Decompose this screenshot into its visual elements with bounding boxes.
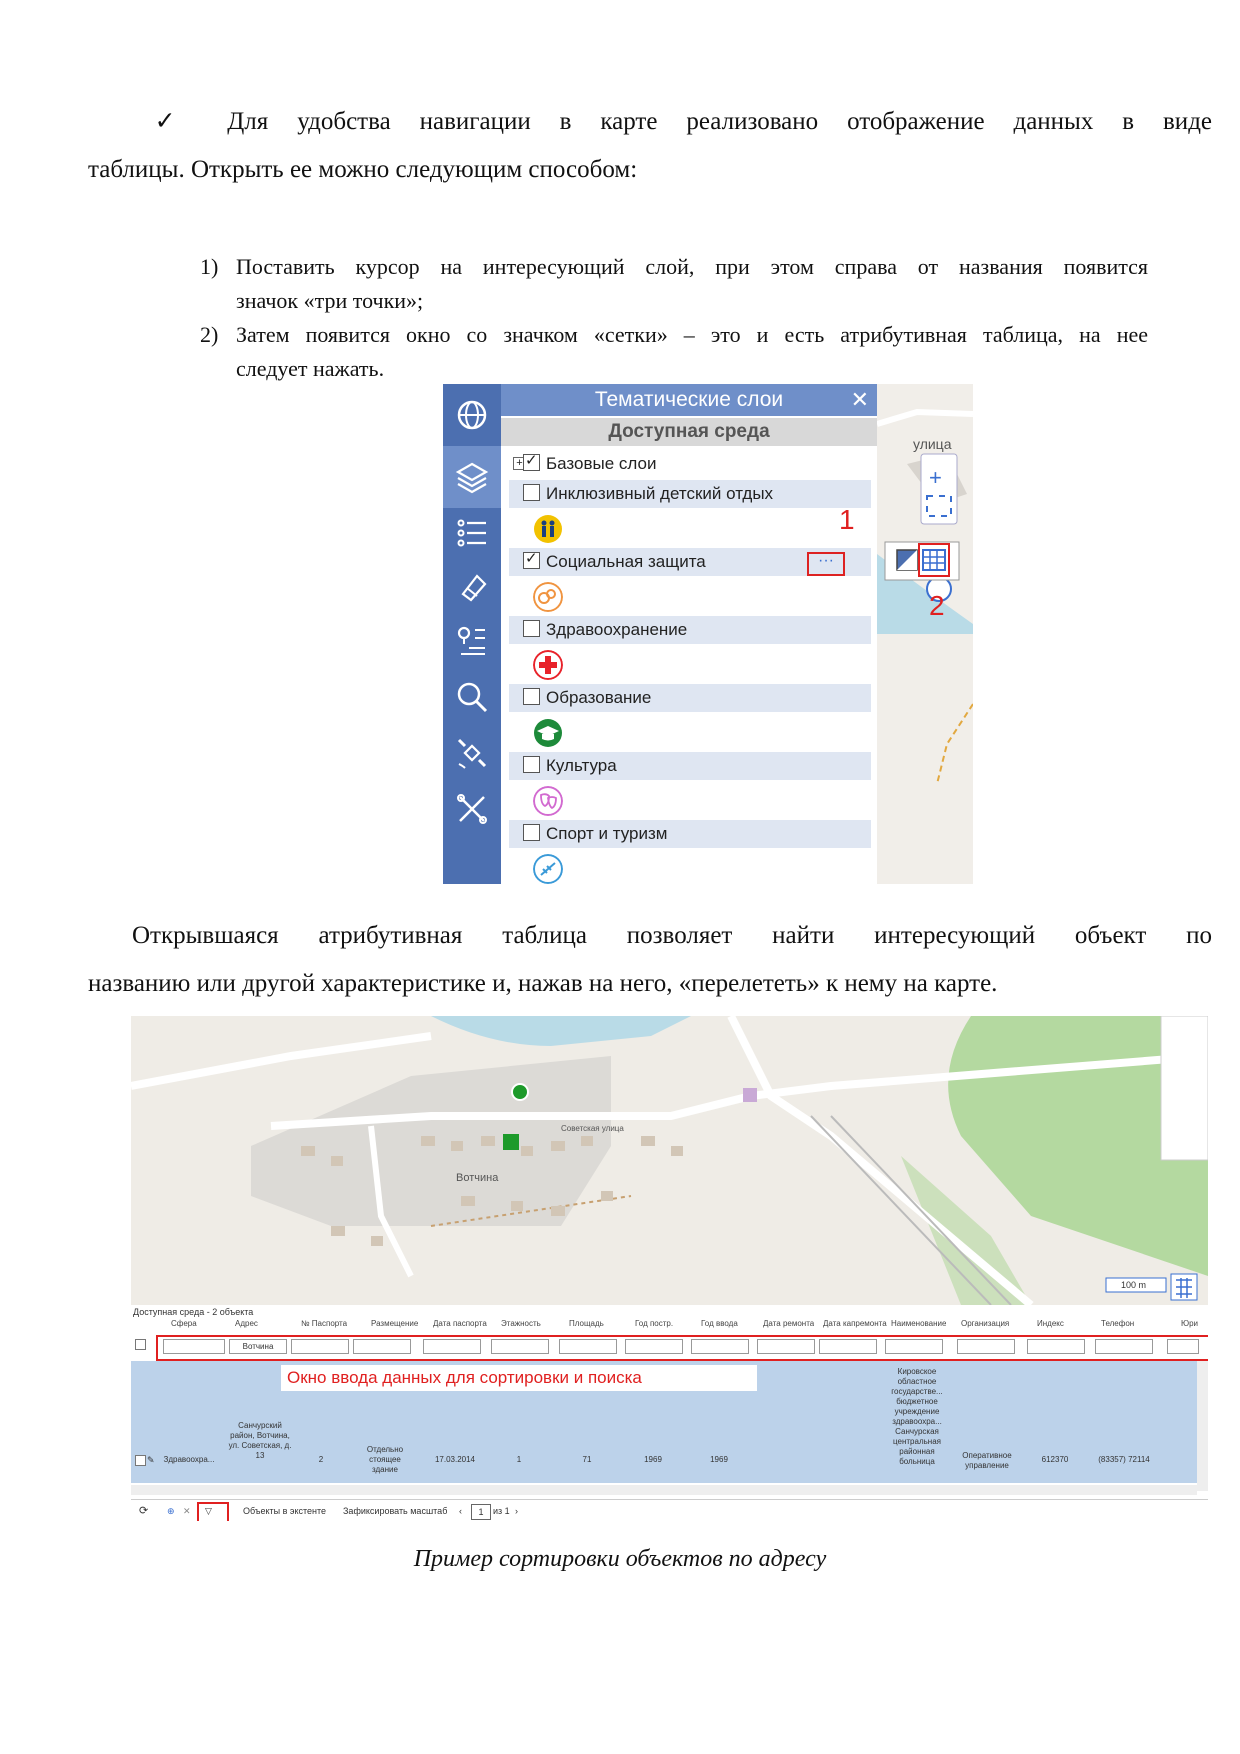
layer-label: Образование bbox=[546, 688, 652, 707]
layer-checkbox[interactable] bbox=[523, 484, 540, 501]
route-icon[interactable] bbox=[455, 624, 489, 658]
table-header bbox=[131, 1319, 1208, 1333]
tools-icon[interactable] bbox=[455, 792, 489, 826]
layer-checkbox[interactable] bbox=[523, 824, 540, 841]
cell-name: Кировское областное государстве... бюджетное учреждение здравоохра... Санчурская центральная районная больница bbox=[891, 1367, 943, 1466]
layer-label: Базовые слои bbox=[546, 454, 657, 473]
cell-address: Санчурский район, Вотчина, ул. Советская, д. 13 bbox=[228, 1421, 292, 1460]
satellite-icon[interactable] bbox=[455, 736, 489, 770]
map-view[interactable] bbox=[131, 1016, 1208, 1305]
column-header[interactable]: Телефон bbox=[1101, 1319, 1135, 1328]
step-line: значок «три точки»; bbox=[236, 288, 424, 313]
filter-input[interactable] bbox=[1167, 1339, 1199, 1354]
step-line: следует нажать. bbox=[236, 356, 385, 381]
layer-base[interactable] bbox=[509, 450, 871, 478]
step-line: Затем появится окно со значком «сетки» – это и есть атрибутивная таблица, на нее bbox=[236, 322, 1148, 347]
intro-paragraph bbox=[88, 98, 1212, 194]
layer-education[interactable] bbox=[509, 684, 871, 712]
layer-label: Социальная защита bbox=[546, 552, 706, 571]
fix-scale-toggle[interactable]: Зафиксировать масштаб bbox=[343, 1506, 448, 1516]
social-icon bbox=[533, 582, 563, 612]
layer-culture[interactable] bbox=[509, 752, 871, 780]
map-drawing bbox=[131, 1016, 1208, 1305]
cell-org: Оперативное управление bbox=[962, 1451, 1012, 1470]
eraser-icon[interactable] bbox=[455, 570, 489, 604]
extent-objects-toggle[interactable]: Объекты в экстенте bbox=[243, 1506, 327, 1516]
filter-input[interactable] bbox=[1027, 1339, 1085, 1354]
step-text bbox=[236, 250, 1148, 318]
theatre-masks-icon bbox=[533, 786, 563, 816]
cell-area: 71 bbox=[582, 1455, 592, 1464]
column-header[interactable]: Размещение bbox=[371, 1319, 419, 1328]
step-number: 1) bbox=[200, 254, 219, 279]
cell-floors: 1 bbox=[516, 1455, 522, 1464]
table-line-2: названию или другой характеристике и, нажав на него, «перелететь» к нему на карте. bbox=[88, 970, 998, 997]
step-number: 2) bbox=[200, 322, 219, 347]
layer-label: Здравоохранение bbox=[546, 620, 688, 639]
sport-icon bbox=[533, 854, 563, 884]
filter-input[interactable] bbox=[491, 1339, 549, 1354]
search-icon[interactable] bbox=[455, 680, 489, 714]
expand-plus-icon[interactable]: + bbox=[513, 457, 526, 470]
filter-funnel-icon[interactable]: ▽ bbox=[205, 1506, 212, 1516]
intro-line-1 bbox=[88, 98, 1212, 146]
horizontal-scrollbar[interactable] bbox=[131, 1485, 1197, 1495]
filter-input[interactable] bbox=[819, 1339, 877, 1354]
cell-sphere: Здравоохра... bbox=[163, 1455, 215, 1464]
layers-icon[interactable] bbox=[455, 460, 489, 494]
layer-checkbox[interactable] bbox=[523, 688, 540, 705]
cell-phone: (83357) 72114 bbox=[1098, 1455, 1150, 1464]
layer-health[interactable] bbox=[509, 616, 871, 644]
medical-cross-icon bbox=[533, 650, 563, 680]
column-header[interactable]: Сфера bbox=[171, 1319, 197, 1328]
column-header[interactable]: Дата ремонта bbox=[763, 1319, 815, 1328]
map-fragment bbox=[877, 384, 973, 884]
filter-input[interactable] bbox=[423, 1339, 481, 1354]
panel-subtitle: Доступная среда bbox=[501, 418, 877, 446]
column-header[interactable]: Организация bbox=[961, 1319, 1010, 1328]
filter-input[interactable] bbox=[625, 1339, 683, 1354]
layer-checkbox[interactable] bbox=[523, 756, 540, 773]
cell-date: 17.03.2014 bbox=[434, 1455, 476, 1464]
select-all-checkbox[interactable] bbox=[135, 1339, 146, 1350]
column-header[interactable]: Наименование bbox=[891, 1319, 947, 1328]
filter-input[interactable] bbox=[1095, 1339, 1153, 1354]
filter-input[interactable] bbox=[353, 1339, 411, 1354]
graduation-cap-icon bbox=[533, 718, 563, 748]
street-label: Советская улица bbox=[561, 1124, 624, 1133]
step-2 bbox=[200, 318, 1148, 386]
panel-title: Тематические слои bbox=[501, 384, 877, 416]
thematic-layers-panel bbox=[501, 384, 877, 884]
layer-inclusive[interactable] bbox=[509, 480, 871, 508]
step-1 bbox=[200, 250, 1148, 318]
street-label: улица bbox=[913, 436, 952, 452]
marker-number-2: 2 bbox=[929, 590, 945, 621]
layers-panel-screenshot bbox=[443, 384, 973, 884]
column-header[interactable]: Год постр. bbox=[635, 1319, 674, 1328]
edit-pencil-icon[interactable]: ✎ bbox=[147, 1455, 155, 1465]
layer-sport[interactable] bbox=[509, 820, 871, 848]
clear-icon[interactable]: ✕ bbox=[183, 1506, 191, 1516]
layer-label: Инклюзивный детский отдых bbox=[546, 484, 774, 503]
prev-page-icon[interactable]: ‹ bbox=[459, 1506, 462, 1516]
intro-text-1: Для удобства навигации в карте реализовано отображение данных в виде bbox=[227, 108, 1213, 135]
cell-passport: 2 bbox=[318, 1455, 324, 1464]
column-header[interactable]: Площадь bbox=[569, 1319, 604, 1328]
layer-label: Культура bbox=[546, 756, 617, 775]
table-paragraph bbox=[88, 912, 1212, 1008]
table-toolbar bbox=[131, 1499, 1208, 1521]
page-input[interactable]: 1 bbox=[471, 1504, 491, 1520]
layer-checkbox[interactable] bbox=[523, 454, 540, 471]
table-caption: Доступная среда - 2 объекта bbox=[133, 1307, 254, 1317]
svg-text:+: + bbox=[929, 465, 942, 490]
page-count: из 1 bbox=[493, 1506, 510, 1516]
next-page-icon[interactable]: › bbox=[515, 1506, 518, 1516]
checkmark-icon: ✓ bbox=[132, 108, 199, 135]
column-header[interactable]: Год ввода bbox=[701, 1319, 738, 1328]
column-header[interactable]: Этажность bbox=[501, 1319, 541, 1328]
column-header[interactable]: № Паспорта bbox=[301, 1319, 348, 1328]
figure-caption: Пример сортировки объектов по адресу bbox=[413, 1546, 827, 1572]
filter-input[interactable]: Вотчина bbox=[229, 1339, 287, 1354]
vertical-scrollbar[interactable] bbox=[1197, 1361, 1208, 1491]
filter-explanation-note: Окно ввода данных для сортировки и поиска bbox=[281, 1365, 757, 1391]
layer-checkbox[interactable] bbox=[523, 620, 540, 637]
column-header[interactable]: Дата паспорта bbox=[433, 1319, 487, 1328]
cell-index: 612370 bbox=[1041, 1455, 1069, 1464]
column-header[interactable]: Адрес bbox=[235, 1319, 258, 1328]
children-icon bbox=[533, 514, 563, 544]
intro-line-2: таблицы. Открыть ее можно следующим способом: bbox=[88, 156, 638, 183]
globe-icon[interactable]: ⊕ bbox=[167, 1506, 175, 1516]
row-checkbox[interactable] bbox=[135, 1455, 146, 1466]
more-dots-icon[interactable]: ··· bbox=[807, 552, 845, 576]
cell-placement: Отдельно стоящее здание bbox=[366, 1445, 404, 1474]
left-toolbar bbox=[443, 384, 501, 884]
filter-input[interactable] bbox=[559, 1339, 617, 1354]
marker-number-1: 1 bbox=[839, 504, 855, 535]
filter-input[interactable] bbox=[957, 1339, 1015, 1354]
filter-input[interactable] bbox=[163, 1339, 225, 1354]
step-line: Поставить курсор на интересующий слой, при этом справа от названия появится bbox=[236, 254, 1148, 279]
scale-bar: 100 m bbox=[1121, 1280, 1147, 1290]
map-background bbox=[877, 384, 973, 884]
layer-checkbox[interactable] bbox=[523, 552, 540, 569]
globe-icon[interactable] bbox=[455, 398, 489, 432]
filter-input[interactable] bbox=[757, 1339, 815, 1354]
cell-year: 1969 bbox=[644, 1455, 662, 1464]
filter-input[interactable] bbox=[691, 1339, 749, 1354]
legend-list-icon[interactable] bbox=[455, 516, 489, 550]
cell-year: 1969 bbox=[710, 1455, 728, 1464]
filter-toggle-highlight bbox=[197, 1502, 229, 1521]
layer-social[interactable] bbox=[509, 548, 871, 576]
step-text bbox=[236, 318, 1148, 386]
attribute-table bbox=[131, 1305, 1208, 1521]
layer-label: Спорт и туризм bbox=[546, 824, 668, 843]
village-label: Вотчина bbox=[456, 1172, 499, 1184]
filter-input[interactable] bbox=[291, 1339, 349, 1354]
filter-input[interactable] bbox=[885, 1339, 943, 1354]
column-header[interactable]: Юри bbox=[1181, 1319, 1198, 1328]
close-icon[interactable]: ✕ bbox=[850, 387, 869, 412]
column-header[interactable]: Дата капремонта bbox=[823, 1319, 887, 1328]
refresh-icon[interactable]: ⟳ bbox=[139, 1505, 149, 1517]
attribute-table-screenshot bbox=[131, 1016, 1208, 1521]
column-header[interactable]: Индекс bbox=[1037, 1319, 1064, 1328]
table-text-1: Открывшаяся атрибутивная таблица позволяет найти интересующий объект по bbox=[132, 922, 1212, 949]
table-line-1 bbox=[88, 912, 1212, 960]
